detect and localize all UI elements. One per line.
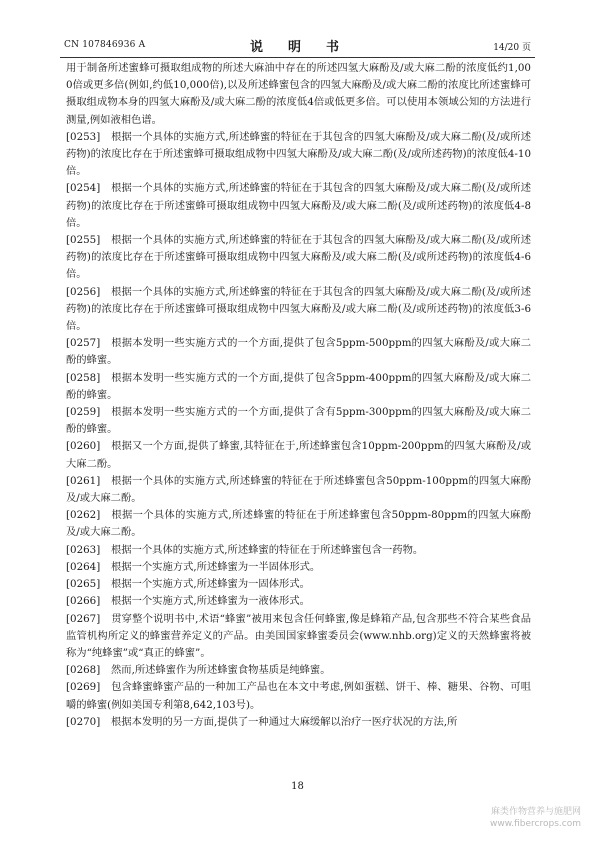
paragraph-number: [0257] <box>66 337 101 350</box>
paragraph-number: [0260] <box>66 440 101 453</box>
paragraph-text: 根据一个实施方式,所述蜂蜜为一液体形式。 <box>111 595 310 608</box>
paragraph-text: 根据本发明一些实施方式的一个方面,提供了包含5ppm-500ppm的四氢大麻酚及/或大麻二酚的蜂蜜。 <box>66 337 531 367</box>
paragraph-number: [0256] <box>66 285 101 298</box>
paragraph-number: [0270] <box>66 715 101 728</box>
paragraph-text: 根据本发明一些实施方式的一个方面,提供了包含5ppm-400ppm的四氢大麻酚及/或大麻二酚的蜂蜜。 <box>66 371 531 401</box>
document-title: 说 明 书 <box>249 40 345 55</box>
paragraph-number: [0265] <box>66 578 101 591</box>
paragraph <box>66 662 531 679</box>
paragraph <box>66 542 531 559</box>
paragraph <box>66 593 531 610</box>
paragraph-text: 然而,所述蜂蜜作为所述蜂蜜食物基质是纯蜂蜜。 <box>111 664 331 677</box>
paragraph <box>66 611 531 663</box>
paragraph-number: [0263] <box>66 543 101 556</box>
paragraph-number: [0259] <box>66 406 101 419</box>
paragraph <box>66 284 531 336</box>
watermark-title: 麻类作物营养与施肥网 <box>490 807 581 817</box>
paragraph-text: 根据一个实施方式,所述蜂蜜为一半固体形式。 <box>111 560 321 573</box>
paragraph-continuation <box>66 60 531 129</box>
page-reference: 14/20 页 <box>493 43 531 53</box>
paragraph <box>66 180 531 232</box>
paragraph-number: [0266] <box>66 595 101 608</box>
paragraph-number: [0268] <box>66 664 101 677</box>
paragraph <box>66 404 531 438</box>
paragraph-text: 根据一个具体的实施方式,所述蜂蜜的特征在于其包含的四氢大麻酚及/或大麻二酚(及/或所述药物)的浓度比存在于所述蜜蜂可摄取组成物中四氢大麻酚及/或大麻二酚(及/或所述药物)的浓度低4-6倍。 <box>66 234 531 281</box>
paragraph-number: [0258] <box>66 371 101 384</box>
paragraph <box>66 576 531 593</box>
paragraph-number: [0253] <box>66 130 101 143</box>
paragraph <box>66 438 531 472</box>
watermark <box>490 806 581 830</box>
paragraph-text: 根据本发明的另一方面,提供了一种通过大麻缓解以治疗一医疗状况的方法,所 <box>111 715 458 728</box>
patent-number: CN 107846936 A <box>64 40 146 50</box>
paragraph <box>66 335 531 369</box>
paragraph-text: 用于制备所述蜜蜂可摄取组成物的所述大麻油中存在的所述四氢大麻酚及/或大麻二酚的浓度低约1,000倍或更多倍(例如,约低10,000倍),以及所述蜂蜜包含的四氢大麻酚及/或大麻二酚的浓度比所述蜜蜂可摄取组成物本身的四氢大麻酚及/或大麻二酚的浓度低4倍或低更多倍。可以使用本领域公知的方法进行测量,例如液相色谱。 <box>66 62 531 126</box>
paragraph <box>66 507 531 541</box>
paragraph-text: 根据又一个方面,提供了蜂蜜,其特征在于,所述蜂蜜包含10ppm-200ppm的四氢大麻酚及/或大麻二酚。 <box>66 440 531 470</box>
paragraph-text: 根据本发明一些实施方式的一个方面,提供了含有5ppm-300ppm的四氢大麻酚及/或大麻二酚的蜂蜜。 <box>66 406 531 436</box>
paragraph-number: [0262] <box>66 509 101 522</box>
paragraph-text: 根据一个具体的实施方式,所述蜂蜜的特征在于其包含的四氢大麻酚及/或大麻二酚(及/或所述药物)的浓度比存在于所述蜜蜂可摄取组成物中四氢大麻酚及/或大麻二酚(及/或所述药物)的浓度低4-10倍。 <box>66 130 531 178</box>
paragraph <box>66 473 531 507</box>
header-rule <box>60 57 535 58</box>
paragraph-text: 包含蜂蜜蜂蜜产品的一种加工产品也在本文中考虑,例如蛋糕、饼干、棒、糖果、谷物、可咀嚼的蜂蜜(例如美国专利第8,642,103号)。 <box>66 681 531 711</box>
paragraph <box>66 129 531 181</box>
paragraph-text: 根据一个具体的实施方式,所述蜂蜜的特征在于所述蜂蜜包含50ppm-80ppm的四氢大麻酚及/或大麻二酚。 <box>66 509 531 539</box>
paragraph-text: 根据一个具体的实施方式,所述蜂蜜的特征在于其包含的四氢大麻酚及/或大麻二酚(及/或所述药物)的浓度比存在于所述蜜蜂可摄取组成物中四氢大麻酚及/或大麻二酚(及/或所述药物)的浓度低3-6倍。 <box>66 285 531 333</box>
page-header <box>60 36 535 56</box>
paragraph <box>66 370 531 404</box>
paragraph-text: 贯穿整个说明书中,术语“蜂蜜”被用来包含任何蜂蜜,像是蜂箱产品,包含那些不符合某些食品监管机构所定义的蜂蜜营养定义的产品。由美国国家蜂蜜委员会(www.nhb.org)定义的天然蜂蜜将被称为“纯蜂蜜”或“真正的蜂蜜”。 <box>66 612 531 659</box>
document-body <box>66 60 531 731</box>
watermark-url: www.fibercrops.com <box>490 819 581 829</box>
paragraph <box>66 232 531 284</box>
paragraph-number: [0254] <box>66 182 101 195</box>
paragraph-text: 根据一个具体的实施方式,所述蜂蜜的特征在于所述蜂蜜包含一药物。 <box>111 543 424 556</box>
paragraph-text: 根据一个具体的实施方式,所述蜂蜜的特征在于其包含的四氢大麻酚及/或大麻二酚(及/或所述药物)的浓度比存在于所述蜜蜂可摄取组成物中四氢大麻酚及/或大麻二酚(及/或所述药物)的浓度低4-8倍。 <box>66 182 531 229</box>
paragraph-number: [0264] <box>66 560 101 573</box>
paragraph-number: [0261] <box>66 474 101 487</box>
paragraph-number: [0255] <box>66 234 101 247</box>
paragraph <box>66 714 531 731</box>
paragraph-text: 根据一个具体的实施方式,所述蜂蜜的特征在于所述蜂蜜包含50ppm-100ppm的四氢大麻酚及/或大麻二酚。 <box>66 474 531 505</box>
paragraph-number: [0267] <box>66 612 101 625</box>
paragraph <box>66 679 531 713</box>
paragraph-number: [0269] <box>66 681 101 694</box>
page-number: 18 <box>291 781 304 792</box>
paragraph <box>66 559 531 576</box>
paragraph-text: 根据一个实施方式,所述蜂蜜为一固体形式。 <box>111 578 310 591</box>
